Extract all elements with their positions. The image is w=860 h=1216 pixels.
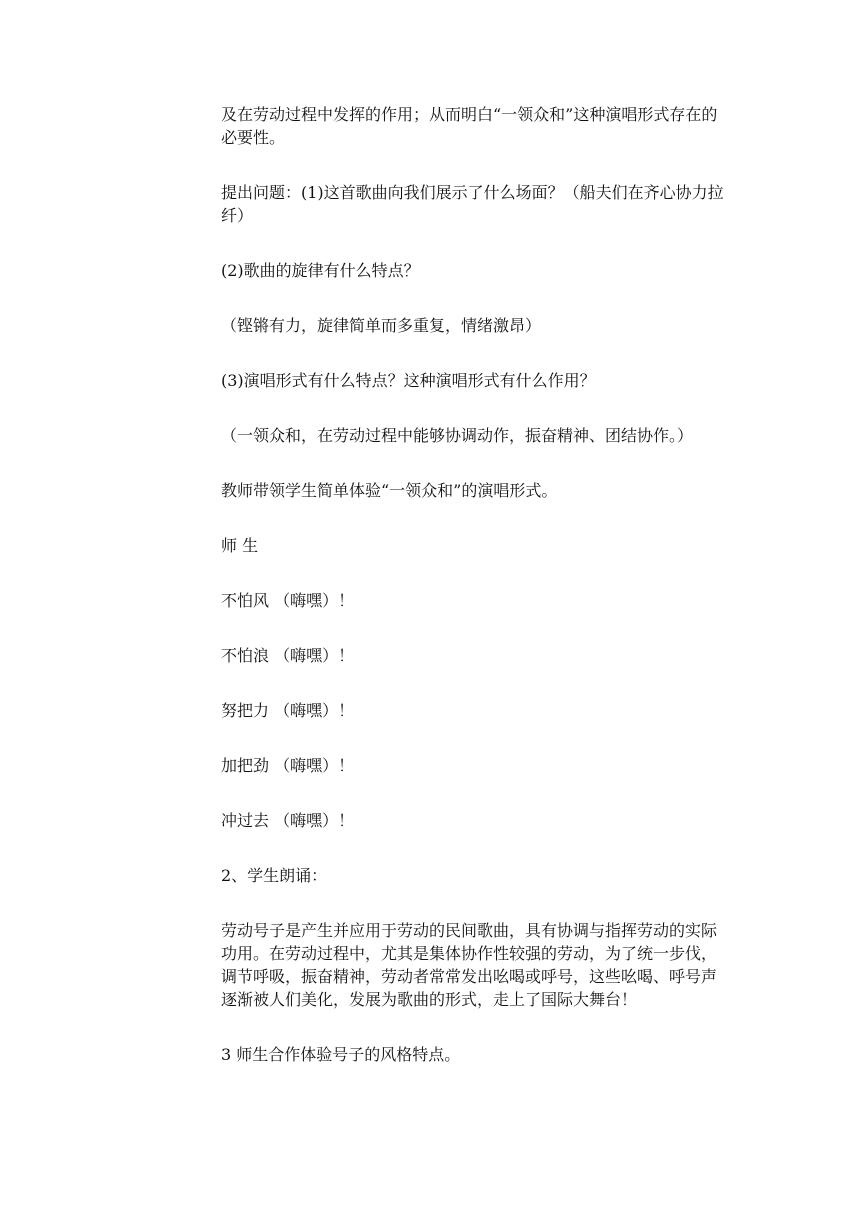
paragraph-work-song-description: 劳动号子是产生并应用于劳动的民间歌曲，具有协调与指挥劳动的实际功用。在劳动过程中，尤其是集体协作性较强的劳动，为了统一步伐，调节呼吸，振奋精神，劳动者常常发出吆喝或呼号，这些吆喝、呼号声逐渐被人们美化，发展为歌曲的形式，走上了国际大舞台！ bbox=[221, 921, 718, 1009]
chant-line-3: 努把力 （嗨嘿）！ bbox=[221, 701, 355, 720]
chant-line-1: 不怕风 （嗨嘿）！ bbox=[221, 591, 355, 610]
paragraph-answer-3: （一领众和，在劳动过程中能够协调动作，振奋精神、团结协作。） bbox=[221, 426, 694, 445]
paragraph-roles: 师 生 bbox=[221, 536, 259, 555]
paragraph-question-3: (3)演唱形式有什么特点？这种演唱形式有什么作用？ bbox=[221, 371, 596, 390]
paragraph-question-1: 提出问题：(1)这首歌曲向我们展示了什么场面？（船夫们在齐心协力拉纤） bbox=[221, 183, 724, 225]
paragraph-question-2: (2)歌曲的旋律有什么特点？ bbox=[221, 261, 420, 280]
paragraph-answer-2: （铿锵有力，旋律简单而多重复，情绪激昂） bbox=[221, 316, 542, 335]
paragraph-teacher-lead: 教师带领学生简单体验“一领众和”的演唱形式。 bbox=[221, 481, 558, 500]
paragraph-intro: 及在劳动过程中发挥的作用；从而明白“一领众和”这种演唱形式存在的必要性。 bbox=[221, 105, 718, 147]
section-heading-recitation: 2、学生朗诵： bbox=[221, 866, 328, 885]
chant-line-4: 加把劲 （嗨嘿）！ bbox=[221, 756, 355, 775]
chant-line-2: 不怕浪 （嗨嘿）！ bbox=[221, 646, 355, 665]
chant-line-5: 冲过去 （嗨嘿）！ bbox=[221, 811, 355, 830]
document-body bbox=[221, 103, 726, 1098]
section-heading-experience: 3 师生合作体验号子的风格特点。 bbox=[221, 1045, 461, 1064]
